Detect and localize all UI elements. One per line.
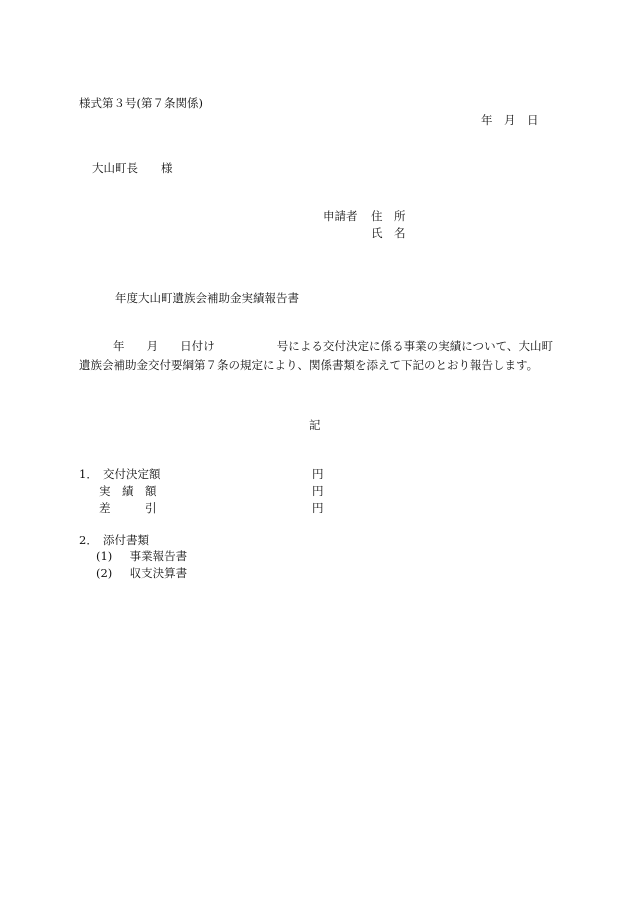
applicant-label: 申請者 (323, 209, 358, 223)
body-text: 号による交付決定に係る事業の実績について、大山町遺族会補助金交付要綱第７条の規定により、関係書類を添えて下記のとおり報告します。 (79, 339, 554, 372)
attachments-heading: 添付書類 (103, 533, 149, 547)
body-day: 日付け (180, 339, 215, 353)
ki-marker: 記 (309, 418, 321, 432)
amount-label: 差 引 (99, 501, 157, 515)
body-month: 月 (146, 339, 159, 353)
amounts-number: 1． (79, 467, 98, 481)
attachments-number: 2． (79, 533, 98, 547)
amount-unit: 円 (312, 501, 324, 515)
body-year: 年 (113, 339, 125, 353)
attachment-num: (2) (96, 566, 113, 580)
date-line: 年 月 日 (481, 113, 539, 127)
name-label: 氏 名 (371, 226, 406, 240)
attachment-item (96, 568, 187, 580)
amount-unit: 円 (312, 467, 324, 481)
attachment-item (96, 551, 187, 563)
attachment-label: 収支決算書 (129, 566, 188, 580)
document-title: 年度大山町遺族会補助金実績報告書 (115, 291, 299, 305)
attachment-label: 事業報告書 (129, 549, 188, 563)
amount-label: 交付決定額 (103, 467, 161, 481)
body-paragraph (79, 337, 553, 375)
addressee: 大山町長 様 (92, 161, 173, 175)
address-label: 住 所 (371, 209, 406, 223)
form-number: 様式第３号(第７条関係) (79, 96, 203, 110)
attachment-num: (1) (96, 549, 113, 563)
amount-label: 実 績 額 (99, 484, 157, 498)
amount-unit: 円 (312, 484, 324, 498)
